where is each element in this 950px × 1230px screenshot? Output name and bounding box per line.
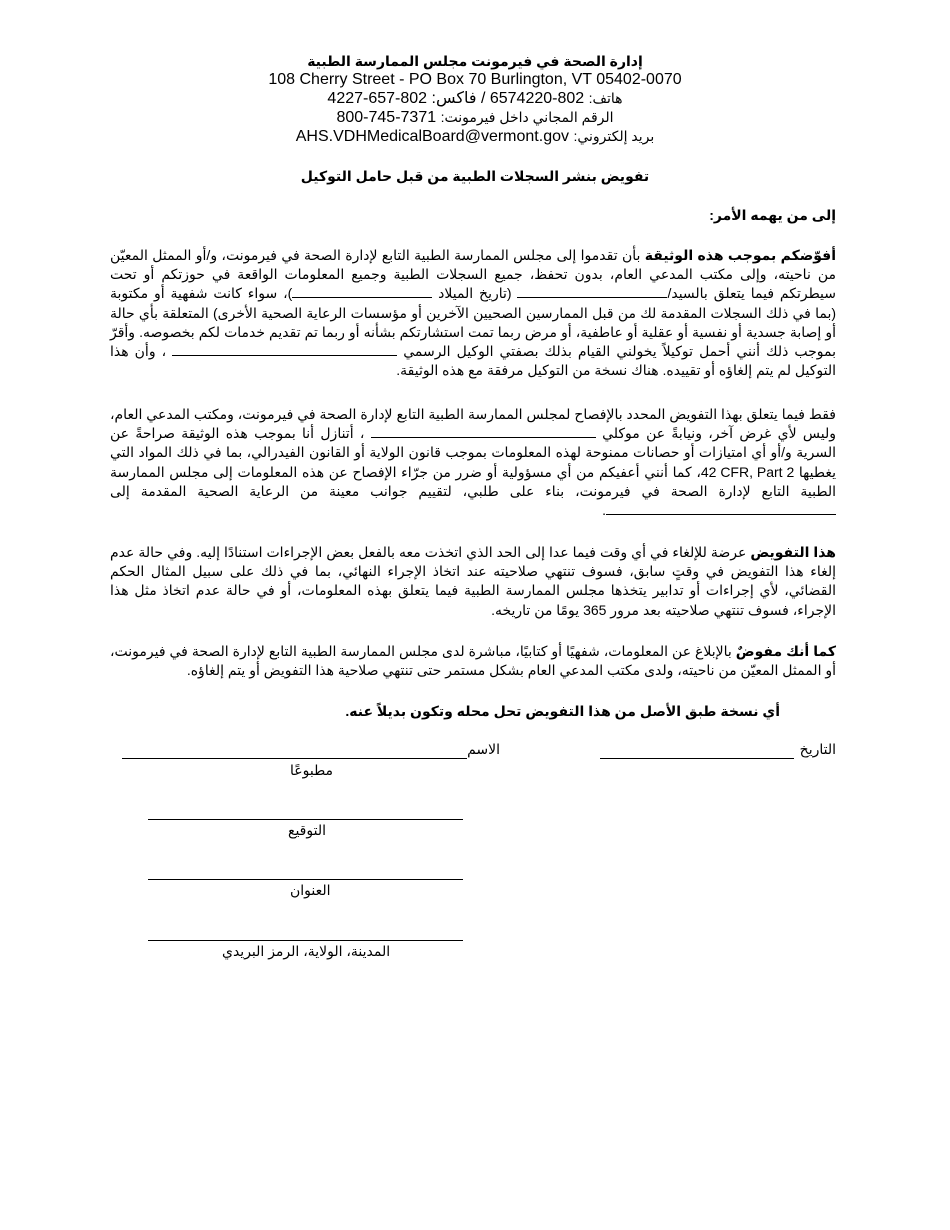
paragraph2-text-c: ، كما أنني أعفيكم من أي مسؤولية أو ضرر من جرّاء الإفصاح عن هذه المعلومات إلى مجلس الممارسة الطبية التابع لإدارة الصحة في فيرمونت، بناء على طلبي، لتقييم جوانب معينة من الرعاية الصحية المقدمة إلى [110,463,836,499]
paragraph1-text-b: (تاريخ الميلاد [432,285,518,302]
paragraph2-text-d: . [602,502,606,519]
paragraph4-lead: كما أنك مفوضٌ [735,643,836,659]
name-line[interactable] [122,758,467,759]
date-label: التاريخ [799,741,836,757]
tollfree-value: 800-745-7371 [336,109,437,126]
paragraph-waiver [110,405,836,520]
copy-statement: أي نسخة طبق الأصل من هذا التفويض تحل محله وتكون بديلاً عنه. [345,703,780,719]
letterhead [0,52,950,146]
paragraph-revocation [110,543,836,620]
name-label: الاسم [467,741,500,757]
signature-label: التوقيع [288,822,326,838]
cfr-reference: 42 CFR, Part 2 [700,463,795,480]
phone-value: 802-6574220 / فاكس: 802-657-4227 [327,90,585,107]
birthdate-blank[interactable] [292,284,432,298]
paragraph1-text-c: )، سواء كانت شفهية أو مكتوبة (بما في ذلك السجلات المقدمة لك من قبل الممارسين الصحيين الآخرين أو مؤسسات الرعاية الصحية الأخرى) المتعلقة بأي حالة أو إصابة جسدية أو نفسية أو عقلية أو عاطفية، أو مرض ربما تمت استشارتكم بشأنه أو ربما تم تقديم خدمات لكم بخصوصه. وأقرّ بموجب ذلك أنني أحمل توكيلاً يخولني القيام بذلك بصفتي الوكيل الرسمي [110,285,837,360]
address-line [0,70,950,89]
date-line[interactable] [600,758,794,759]
city-label: المدينة، الولاية، الرمز البريدي [222,943,391,959]
org-name: إدارة الصحة في فيرمونت مجلس الممارسة الطبية [307,53,643,69]
phone-label: هاتف: [588,90,623,106]
principal-name-blank[interactable] [371,424,596,438]
paragraph3-lead: هذا التفويض [750,544,836,560]
paragraph1-lead: أفوّضكم بموجب هذه الوثيقة [644,247,836,263]
document-title: تفويض بنشر السجلات الطبية من قبل حامل التوكيل [300,168,650,184]
printed-label: مطبوعًا [290,762,334,778]
paragraph1-text-a: بأن تقدموا إلى مجلس الممارسة الطبية التابع لإدارة الصحة في فيرمونت، و/أو الممثل المعيّن من ناحيته، وإلى مكتب المدعي العام، بدون تحفظ، جميع السجلات الطبية وجميع المعلومات الواقعة في حوزتكم أو تحت سيطرتكم فيما يتعلق بالسيد/ [110,247,837,302]
city-line[interactable] [148,940,463,941]
tollfree-label: الرقم المجاني داخل فيرمونت: [440,109,614,125]
care-recipient-blank[interactable] [606,501,836,515]
paragraph-reporting [110,642,836,680]
phone-line [0,89,950,108]
email-value: AHS.VDHMedicalBoard@vermont.gov [295,128,569,145]
address-text: 108 Cherry Street - PO Box 70 Burlington, VT 05402-0070 [268,71,682,88]
salutation: إلى من يهمه الأمر: [709,207,836,223]
address-label: العنوان [290,882,331,898]
agent-for-blank[interactable] [172,342,397,356]
paragraph2-text-b: ، أتنازل أنا بموجب هذه الوثيقة صراحةً عن السرية و/أو أي امتيازات أو حصانات ممنوحة لهذه المعلومات بموجب قانون الولاية أو القانون الفيدرالي، بما في ذلك المواد التي يغطيها [110,425,836,480]
tollfree-line [0,108,950,127]
paragraph4-text: بالإبلاغ عن المعلومات، شفهيًا أو كتابيًا، مباشرة لدى مجلس الممارسة الطبية التابع لإدارة الصحة في فيرمونت، أو الممثل المعيّن من ناحيته، ولدى مكتب المدعي العام بشكل مستمر حتى تنتهي صلاحية هذا التفويض أو يتم إلغاؤه. [110,643,836,679]
address-line-field[interactable] [148,879,463,880]
paragraph-authorization [110,246,836,380]
email-line [0,127,950,146]
email-label: بريد إلكتروني: [573,128,655,144]
signature-line[interactable] [148,819,463,820]
paragraph3-text: عرضة للإلغاء في أي وقت فيما عدا إلى الحد الذي اتخذت معه بالفعل بعض الإجراءات استنادًا إليه. وفي حالة عدم إلغاء هذا التفويض في وقتٍ سابق، فسوف تنتهي صلاحيته عند اتخاذ الإجراء النهائي، بما في ذلك على سبيل المثال الحكم القضائي، لأي إجراءات أو تدابير يتخذها مجلس الممارسة الطبية فيما يتعلق بهذه المعلومات، أو في حالة عدم اتخاذ مثل هذا الإجراء، فسوف تنتهي صلاحيته بعد مرور 365 يومًا من تاريخه. [110,544,836,618]
patient-name-blank[interactable] [517,284,667,298]
paragraph1-text-d: ، وأن هذا التوكيل لم يتم إلغاؤه أو تقييده. هناك نسخة من التوكيل مرفقة مع هذه الوثيقة. [110,343,836,379]
paragraph2-text-a: فقط فيما يتعلق بهذا التفويض المحدد بالإفصاح لمجلس الممارسة الطبية التابع لإدارة الصحة في فيرمونت، ومكتب المدعي العام، وليس لأي غرض آخر، ونيابةً عن موكلي [110,406,836,442]
